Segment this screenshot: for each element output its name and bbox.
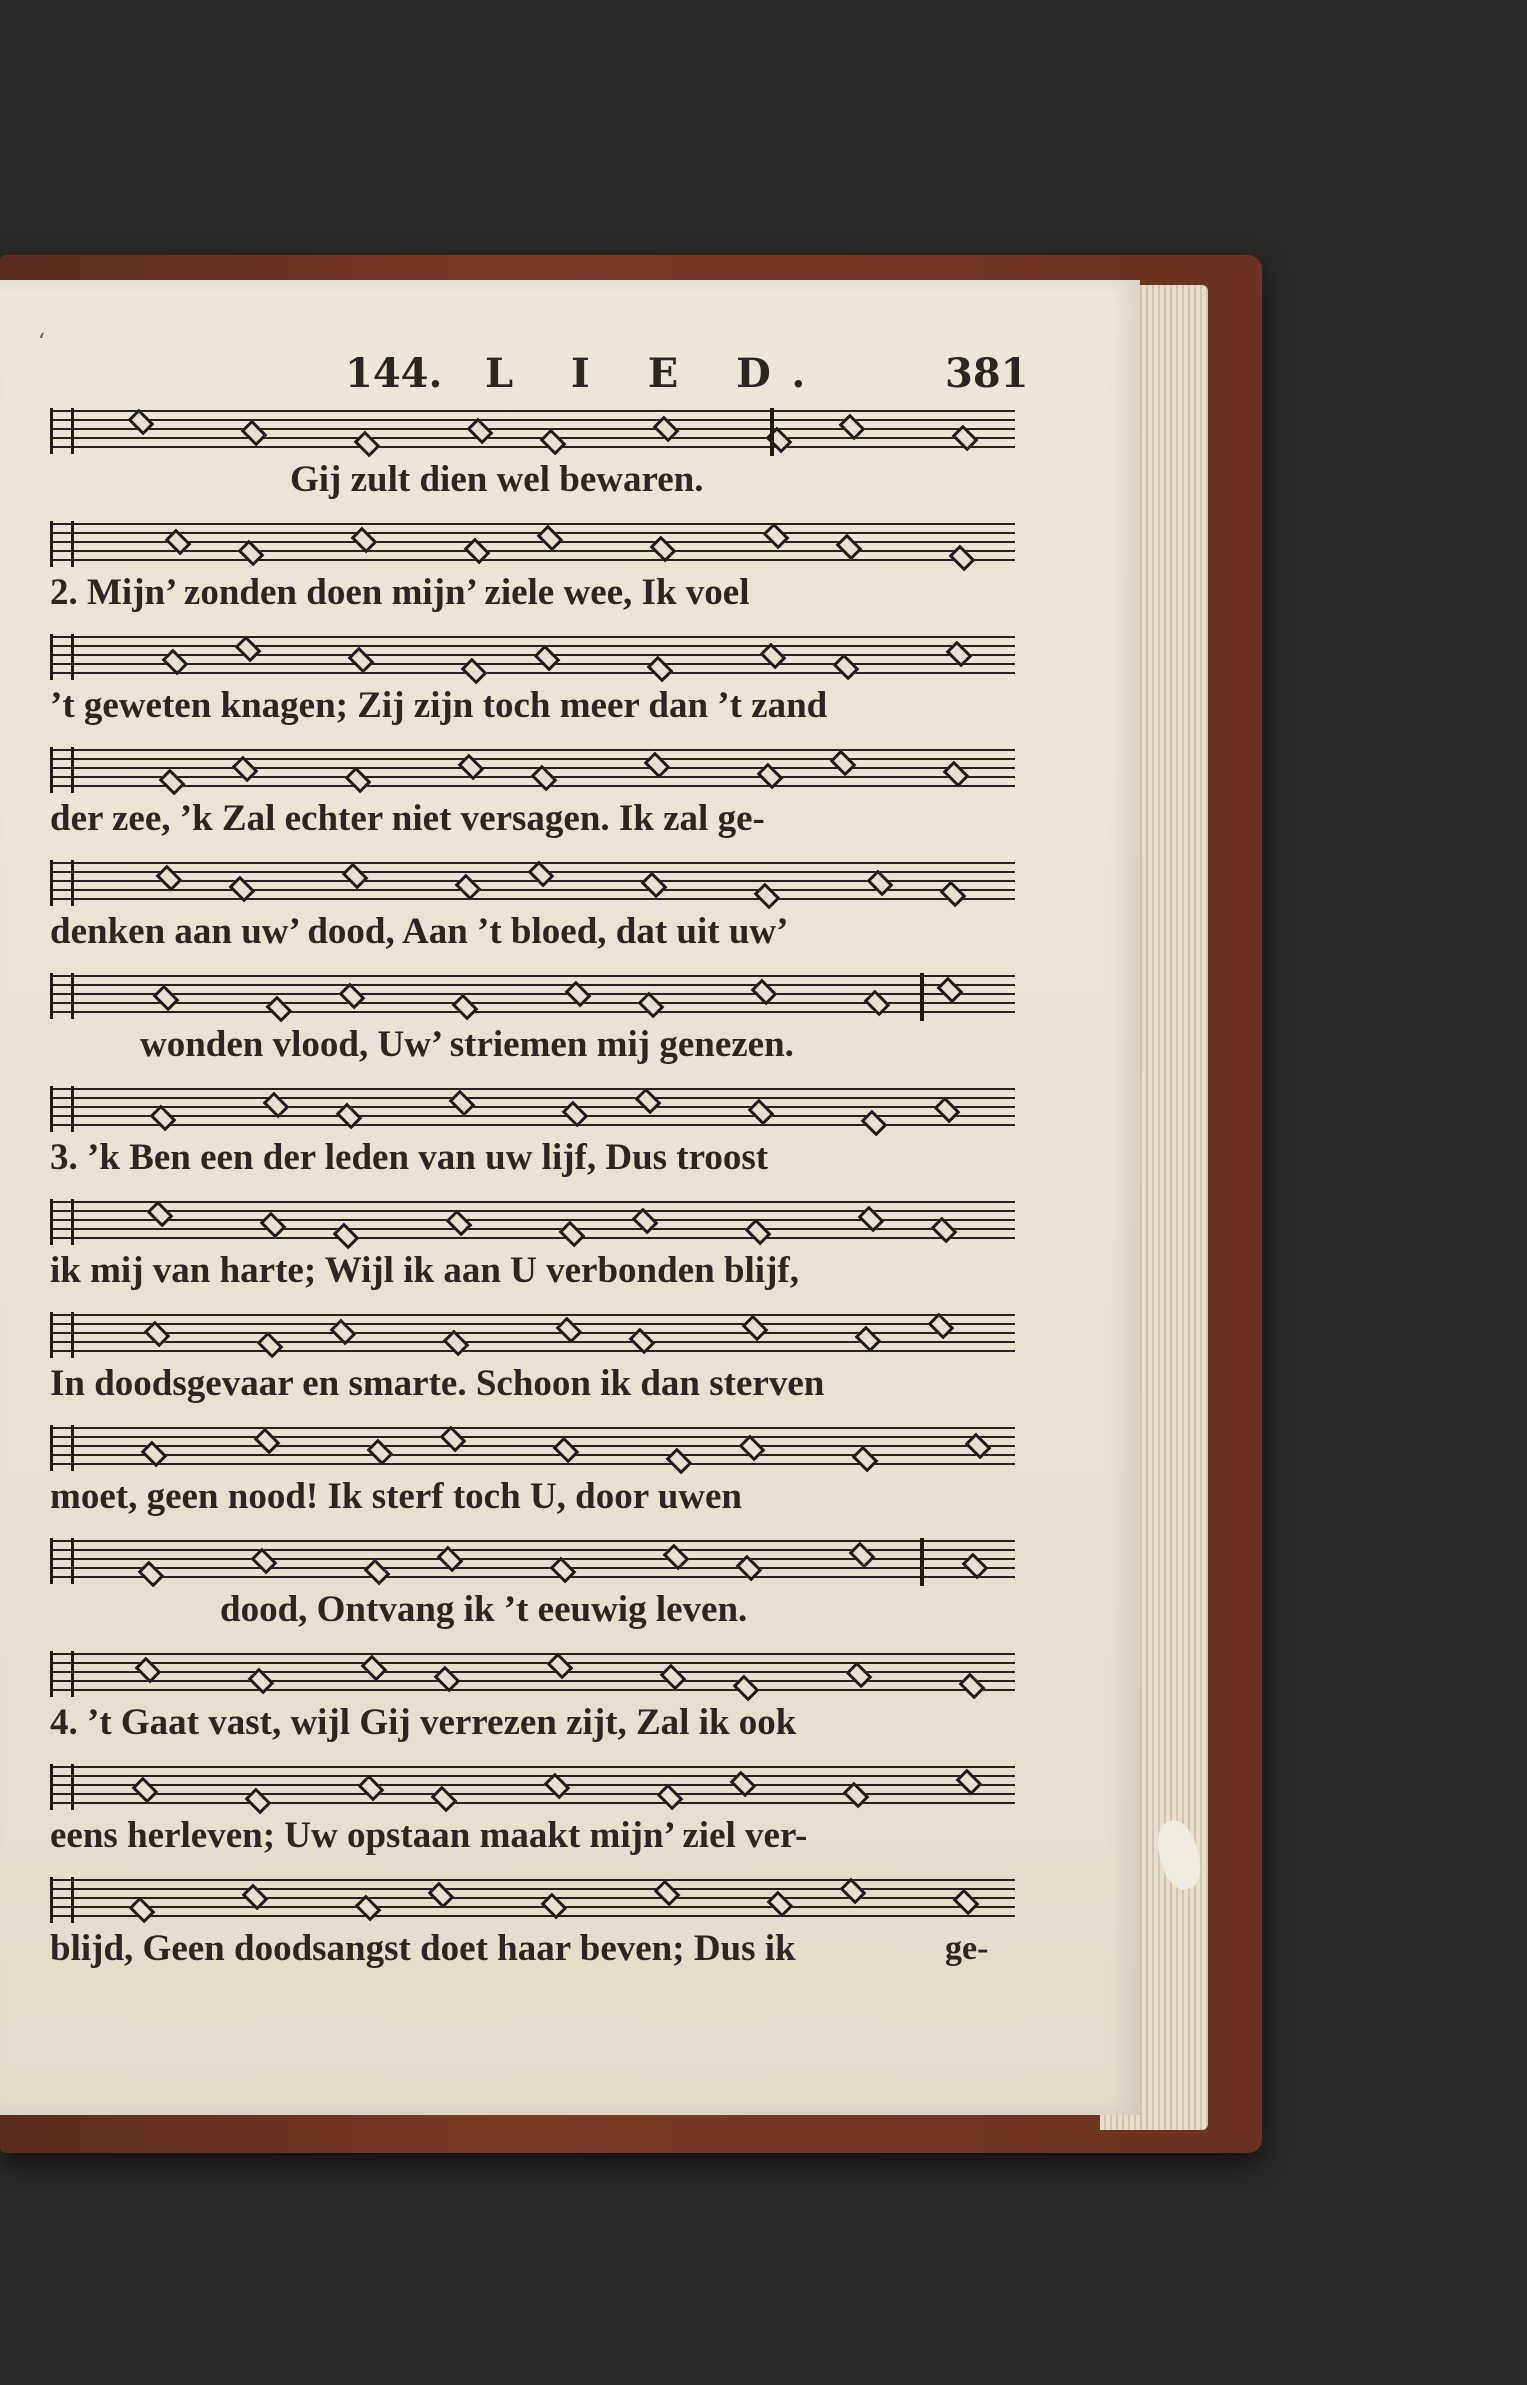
note-icon [531, 765, 558, 792]
note-icon [730, 1771, 757, 1798]
note-icon [629, 1328, 656, 1355]
music-staff [50, 1766, 1015, 1810]
music-system [50, 523, 1015, 619]
clef-icon [50, 860, 74, 906]
note-icon [254, 1428, 281, 1455]
clef-icon [50, 1312, 74, 1358]
note-icon [266, 996, 293, 1023]
note-icon [428, 1882, 455, 1909]
clef-icon [50, 1425, 74, 1471]
music-system [50, 1088, 1015, 1184]
running-header [0, 350, 1140, 410]
note-icon [830, 750, 857, 777]
music-staff [50, 749, 1015, 793]
note-icon [839, 414, 866, 441]
note-icon [650, 536, 677, 563]
note-icon [443, 1330, 470, 1357]
note-icon [956, 1769, 983, 1796]
music-system [50, 975, 1015, 1071]
note-icon [934, 1097, 961, 1124]
note-icon [754, 883, 781, 910]
note-icon [251, 1548, 278, 1575]
music-staff [50, 1088, 1015, 1132]
note-icon [559, 1221, 586, 1248]
note-icon [757, 763, 784, 790]
note-icon [965, 1433, 992, 1460]
music-staff [50, 1427, 1015, 1471]
note-icon [351, 527, 378, 554]
note-icon [431, 1786, 458, 1813]
note-icon [367, 1439, 394, 1466]
note-icon [940, 881, 967, 908]
note-icon [248, 1668, 275, 1695]
note-icon [541, 1893, 568, 1920]
note-icon [242, 1884, 269, 1911]
lyric-line: ’t geweten knagen; Zij zijn toch meer dan ’t zand [50, 685, 828, 726]
note-icon [345, 767, 372, 794]
lyric-line: wonden vlood, Uw’ striemen mij genezen. [140, 1024, 794, 1065]
note-icon [449, 1090, 476, 1117]
note-icon [840, 1878, 867, 1905]
double-bar-icon [920, 1538, 924, 1586]
music-system [50, 1427, 1015, 1523]
note-icon [858, 1206, 885, 1233]
note-icon [159, 769, 186, 796]
clef-icon [50, 1199, 74, 1245]
note-icon [553, 1437, 580, 1464]
note-icon [144, 1321, 171, 1348]
music-system [50, 749, 1015, 845]
music-staff [50, 410, 1015, 454]
clef-icon [50, 973, 74, 1019]
music-system [50, 636, 1015, 732]
book-page [0, 280, 1140, 2115]
note-icon [745, 1219, 772, 1246]
note-icon [547, 1653, 574, 1680]
note-icon [855, 1326, 882, 1353]
lyric-line: 2. Mijn’ zonden doen mijn’ ziele wee, Ik voel [50, 572, 750, 613]
note-icon [864, 990, 891, 1017]
note-icon [458, 754, 485, 781]
music-system [50, 1653, 1015, 1749]
note-icon [132, 1777, 159, 1804]
clef-icon [50, 521, 74, 567]
note-icon [336, 1103, 363, 1130]
clef-icon [50, 1651, 74, 1697]
music-system [50, 1201, 1015, 1297]
note-icon [330, 1319, 357, 1346]
note-icon [846, 1662, 873, 1689]
note-icon [962, 1553, 989, 1580]
note-icon [138, 1561, 165, 1588]
note-icon [928, 1313, 955, 1340]
note-icon [641, 872, 668, 899]
note-icon [653, 416, 680, 443]
music-system [50, 1879, 1015, 1975]
note-icon [565, 981, 592, 1008]
note-icon [953, 1889, 980, 1916]
page-title: L I E D. [485, 350, 828, 397]
music-staff [50, 1879, 1015, 1923]
lyric-line: Gij zult dien wel bewaren. [290, 459, 704, 500]
music-system [50, 1766, 1015, 1862]
note-icon [562, 1101, 589, 1128]
note-icon [556, 1317, 583, 1344]
note-icon [937, 977, 964, 1004]
lyric-line: 3. ’k Ben een der leden van uw lijf, Dus troost [50, 1137, 769, 1178]
music-system [50, 862, 1015, 958]
note-icon [455, 874, 482, 901]
note-icon [654, 1880, 681, 1907]
lyric-line: eens herleven; Uw opstaan maakt mijn’ ziel ver- [50, 1815, 808, 1856]
note-icon [849, 1542, 876, 1569]
note-icon [348, 647, 375, 674]
music-staff [50, 862, 1015, 906]
music-staff [50, 1540, 1015, 1584]
note-icon [550, 1557, 577, 1584]
note-icon [361, 1655, 388, 1682]
lyric-line: ik mij van harte; Wijl ik aan U verbonden blijf, [50, 1250, 799, 1291]
note-icon [156, 865, 183, 892]
note-icon [355, 1895, 382, 1922]
note-icon [263, 1092, 290, 1119]
catchword: ge- [945, 1930, 989, 1967]
note-icon [153, 985, 180, 1012]
note-icon [434, 1666, 461, 1693]
note-icon [452, 994, 479, 1021]
note-icon [836, 534, 863, 561]
note-icon [229, 876, 256, 903]
note-icon [165, 529, 192, 556]
music-staff [50, 636, 1015, 680]
double-bar-icon [920, 973, 924, 1021]
note-icon [534, 645, 561, 672]
clef-icon [50, 408, 74, 454]
note-icon [952, 425, 979, 452]
note-icon [751, 979, 778, 1006]
note-icon [128, 409, 155, 436]
note-icon [663, 1544, 690, 1571]
note-icon [767, 1891, 794, 1918]
clef-icon [50, 634, 74, 680]
lyric-line: blijd, Geen doodsangst doet haar beven; Dus ik [50, 1928, 796, 1969]
note-icon [232, 756, 259, 783]
note-icon [959, 1673, 986, 1700]
note-icon [742, 1315, 769, 1342]
note-icon [129, 1897, 156, 1924]
note-icon [257, 1332, 284, 1359]
note-icon [931, 1217, 958, 1244]
note-icon [467, 418, 494, 445]
lyric-line: In doodsgevaar en smarte. Schoon ik dan sterven [50, 1363, 825, 1404]
margin-mark: ʻ [38, 330, 45, 355]
note-icon [638, 992, 665, 1019]
clef-icon [50, 1086, 74, 1132]
lyric-line: 4. ’t Gaat vast, wijl Gij verrezen zijt, Zal ik ook [50, 1702, 797, 1743]
note-icon [162, 649, 189, 676]
music-staff [50, 1314, 1015, 1358]
note-icon [364, 1559, 391, 1586]
note-icon [437, 1546, 464, 1573]
music-staff [50, 523, 1015, 567]
clef-icon [50, 1764, 74, 1810]
page-number: 381 [945, 350, 1029, 397]
music-staff [50, 1201, 1015, 1245]
note-icon [943, 761, 970, 788]
note-icon [241, 420, 268, 447]
note-icon [135, 1657, 162, 1684]
note-icon [647, 656, 674, 683]
music-staff [50, 1653, 1015, 1697]
note-icon [666, 1448, 693, 1475]
music-system [50, 1540, 1015, 1636]
music-staff [50, 975, 1015, 1019]
clef-icon [50, 1877, 74, 1923]
note-icon [540, 429, 567, 456]
lyric-line: moet, geen nood! Ik sterf toch U, door uwen [50, 1476, 742, 1517]
note-icon [763, 523, 790, 550]
note-icon [464, 538, 491, 565]
note-icon [833, 654, 860, 681]
note-icon [238, 540, 265, 567]
clef-icon [50, 747, 74, 793]
lyric-line: der zee, ’k Zal echter niet versagen. Ik zal ge- [50, 798, 765, 839]
note-icon [147, 1201, 174, 1228]
note-icon [141, 1441, 168, 1468]
note-icon [657, 1784, 684, 1811]
note-icon [946, 641, 973, 668]
note-icon [632, 1208, 659, 1235]
hymn-number: 144. [345, 350, 443, 397]
note-icon [150, 1105, 177, 1132]
note-icon [235, 636, 262, 663]
note-icon [544, 1773, 571, 1800]
note-icon [342, 863, 369, 890]
note-icon [354, 431, 381, 458]
note-icon [760, 643, 787, 670]
double-bar-icon [770, 408, 774, 456]
note-icon [739, 1435, 766, 1462]
note-icon [644, 752, 671, 779]
note-icon [867, 870, 894, 897]
note-icon [635, 1088, 662, 1115]
note-icon [843, 1782, 870, 1809]
note-icon [528, 861, 555, 888]
note-icon [748, 1099, 775, 1126]
note-icon [537, 525, 564, 552]
note-icon [358, 1775, 385, 1802]
music-system [50, 410, 1015, 506]
lyric-line: denken aan uw’ dood, Aan ’t bloed, dat uit uw’ [50, 911, 789, 952]
note-icon [660, 1664, 687, 1691]
note-icon [852, 1446, 879, 1473]
note-icon [440, 1426, 467, 1453]
clef-icon [50, 1538, 74, 1584]
music-system [50, 1314, 1015, 1410]
note-icon [446, 1210, 473, 1237]
note-icon [339, 983, 366, 1010]
lyric-line: dood, Ontvang ik ’t eeuwig leven. [220, 1589, 748, 1630]
note-icon [260, 1212, 287, 1239]
note-icon [736, 1555, 763, 1582]
